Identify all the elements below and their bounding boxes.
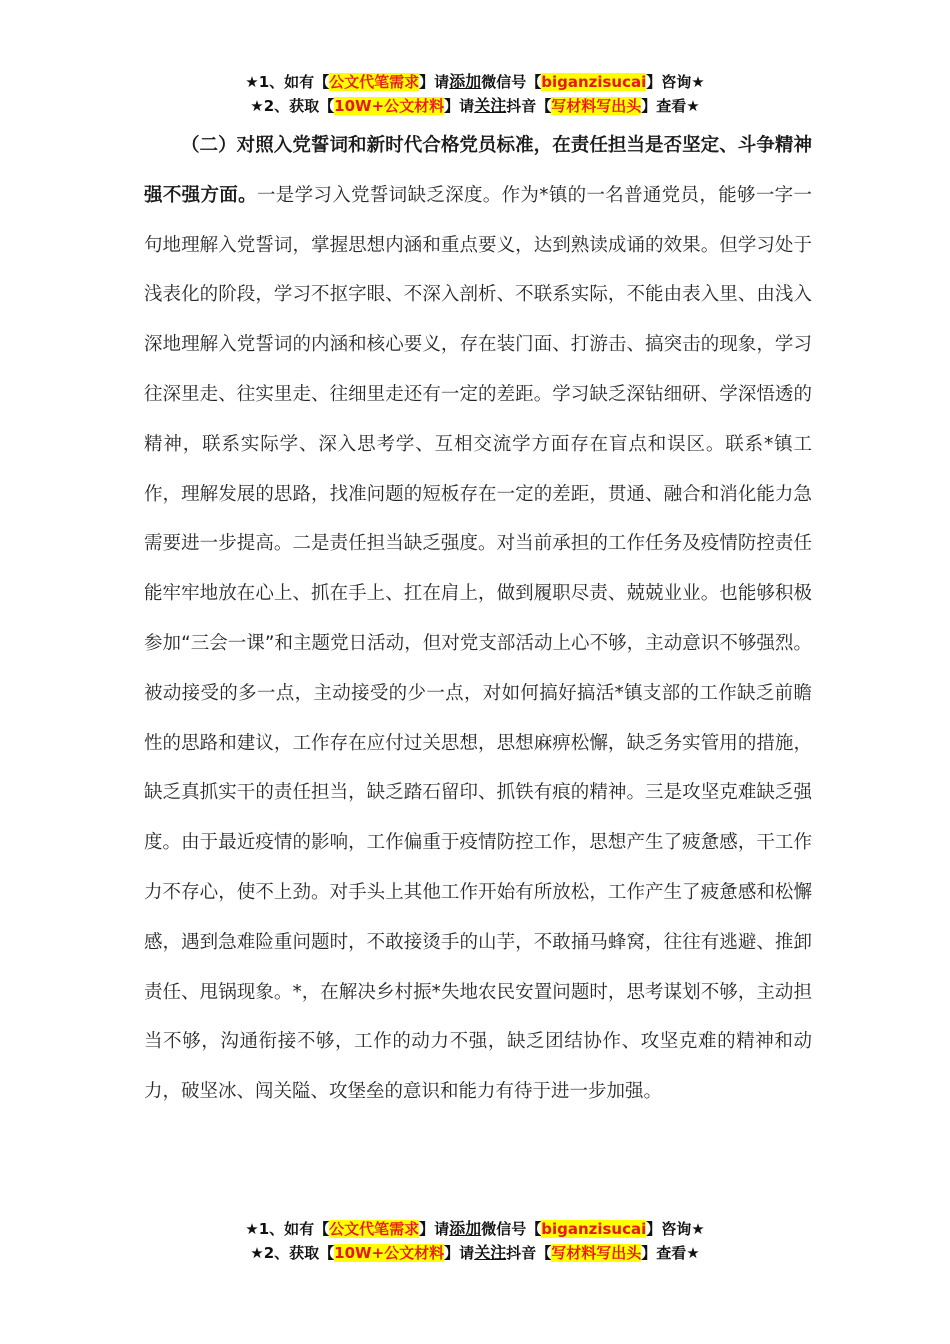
star-icon: ★: [686, 1244, 700, 1262]
promo-line-1: [0, 1217, 950, 1241]
promo-underlined: 添加: [449, 72, 482, 91]
promo-text: 微信号【: [481, 1220, 542, 1238]
star-icon: ★: [250, 1244, 264, 1262]
promo-line-2: [0, 1241, 950, 1265]
promo-highlight: 10W+公文材料: [334, 1244, 445, 1262]
star-icon: ★: [691, 73, 705, 91]
promo-text: 2、获取【: [263, 97, 335, 115]
promo-text: 】查看: [641, 1244, 687, 1262]
promo-text: 2、获取【: [263, 1244, 335, 1262]
promo-underlined: 添加: [449, 1219, 482, 1238]
promo-text: 】请: [419, 73, 450, 91]
star-icon: ★: [686, 97, 700, 115]
promo-highlight: 公文代笔需求: [329, 73, 420, 91]
promo-text: 】咨询: [646, 73, 692, 91]
promo-text: 抖音【: [506, 97, 552, 115]
promo-highlight: 10W+公文材料: [334, 97, 445, 115]
promo-text: 微信号【: [481, 73, 542, 91]
promo-wechat-id: biganzisucai: [541, 1220, 647, 1238]
promo-text: 】查看: [641, 97, 687, 115]
promo-text: 抖音【: [506, 1244, 552, 1262]
promo-text: 】请: [419, 1220, 450, 1238]
star-icon: ★: [691, 1220, 705, 1238]
promo-douyin-id: 写材料写出头: [551, 1244, 642, 1262]
promo-highlight: 公文代笔需求: [329, 1220, 420, 1238]
promo-underlined: 关注: [474, 96, 507, 115]
promo-text: 】请: [444, 97, 475, 115]
article-body: [144, 121, 812, 1117]
promo-text: 1、如有【: [258, 73, 330, 91]
promo-text: 】咨询: [646, 1220, 692, 1238]
promo-line-1: [0, 70, 950, 94]
promo-text: 】请: [444, 1244, 475, 1262]
footer-promo-banner: [0, 1217, 950, 1265]
section-heading: （二）对照入党誓词和新时代合格党员标准，在责任担当是否坚定、斗争精神强不强方面。: [144, 135, 812, 206]
promo-douyin-id: 写材料写出头: [551, 97, 642, 115]
star-icon: ★: [250, 97, 264, 115]
star-icon: ★: [245, 1220, 259, 1238]
promo-text: 1、如有【: [258, 1220, 330, 1238]
promo-line-2: [0, 94, 950, 118]
star-icon: ★: [245, 73, 259, 91]
promo-wechat-id: biganzisucai: [541, 73, 647, 91]
header-promo-banner: [0, 70, 950, 118]
promo-underlined: 关注: [474, 1243, 507, 1262]
paragraph-text: 一是学习入党誓词缺乏深度。作为*镇的一名普通党员，能够一字一句地理解入党誓词，掌握思想内涵和重点要义，达到熟读成诵的效果。但学习处于浅表化的阶段，学习不抠字眼、不深入剖析、不联系实际，不能由表入里、由浅入深地理解入党誓词的内涵和核心要义，存在装门面、打游击、搞突击的现象，学习往深里走、往实里走、往细里走还有一定的差距。学习缺乏深钻细研、学深悟透的精神，联系实际学、深入思考学、互相交流学方面存在盲点和误区。联系*镇工作，理解发展的思路，找准问题的短板存在一定的差距，贯通、融合和消化能力急需要进一步提高。二是责任担当缺乏强度。对当前承担的工作任务及疫情防控责任能牢牢地放在心上、抓在手上、扛在肩上，做到履职尽责、兢兢业业。也能够积极参加“三会一课”和主题党日活动，但对党支部活动上心不够，主动意识不够强烈。被动接受的多一点，主动接受的少一点，对如何搞好搞活*镇支部的工作缺乏前瞻性的思路和建议，工作存在应付过关思想，思想麻痹松懈，缺乏务实管用的措施，缺乏真抓实干的责任担当，缺乏踏石留印、抓铁有痕的精神。三是攻坚克难缺乏强度。由于最近疫情的影响，工作偏重于疫情防控工作，思想产生了疲惫感，干工作力不存心，使不上劲。对手头上其他工作开始有所放松，工作产生了疲惫感和松懈感，遇到急难险重问题时，不敢接烫手的山芋，不敢捅马蜂窝，往往有逃避、推卸责任、甩锅现象。*，在解决乡村振*失地农民安置问题时，思考谋划不够，主动担当不够，沟通衔接不够，工作的动力不强，缺乏团结协作、攻坚克难的精神和动力，破坚冰、闯关隘、攻堡垒的意识和能力有待于进一步加强。: [144, 184, 812, 1103]
